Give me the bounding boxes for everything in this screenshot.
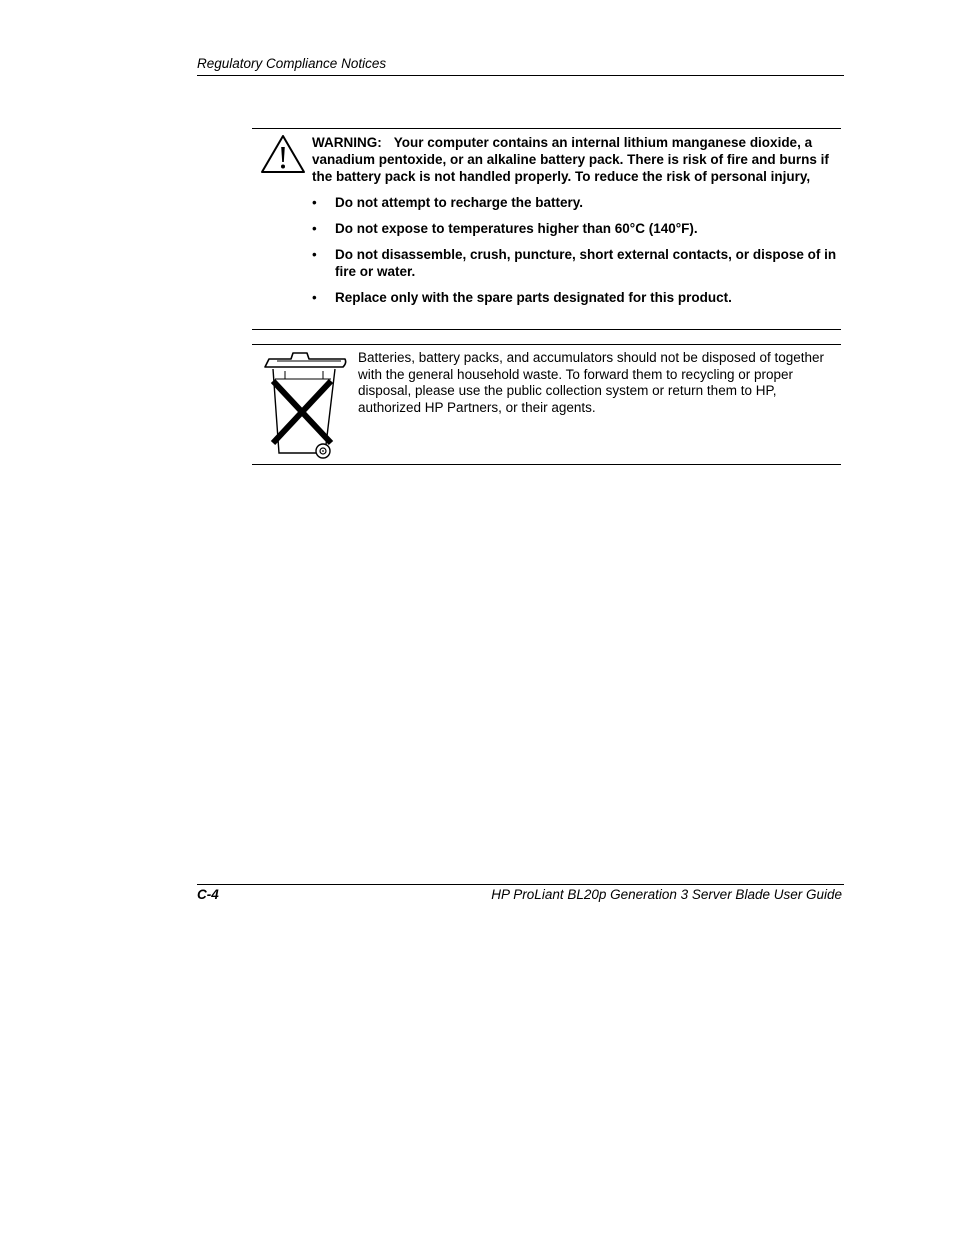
bullet: •	[312, 247, 317, 262]
warning-triangle-icon	[260, 134, 306, 174]
warning-list	[312, 194, 842, 306]
battery-disposal-notice	[252, 344, 841, 465]
bullet: •	[312, 195, 317, 210]
running-footer	[197, 884, 844, 907]
warning-item-text: Replace only with the spare parts designated for this product.	[335, 290, 732, 305]
warning-statement: Your computer contains an internal lithium manganese dioxide, a vanadium pentoxide, or an alkaline battery pack. There is risk of fire and burns if the battery pack is not handled properly. To reduce the risk of personal injury,	[312, 135, 829, 184]
page-number: C-4	[197, 887, 219, 902]
warning-item-text: Do not attempt to recharge the battery.	[335, 195, 584, 210]
running-header	[197, 55, 844, 76]
warning-item-text: Do not disassemble, crush, puncture, short external contacts, or dispose of in fire or water.	[335, 247, 837, 279]
warning-label: WARNING:	[312, 135, 382, 150]
bullet: •	[312, 221, 317, 236]
bullet: •	[312, 290, 317, 305]
guide-title: HP ProLiant BL20p Generation 3 Server Blade User Guide	[491, 887, 842, 902]
warning-list-item	[312, 246, 842, 280]
warning-notice	[252, 128, 841, 330]
crossed-out-wheelie-bin-icon	[263, 349, 347, 461]
battery-disposal-text: Batteries, battery packs, and accumulators should not be disposed of together with the general household waste. To forward them to recycling or proper disposal, please use the public collection system or return them to HP, authorized HP Partners, or their agents.	[358, 350, 825, 415]
warning-item-text: Do not expose to temperatures higher than 60°C (140°F).	[335, 221, 698, 236]
warning-lead	[312, 134, 842, 185]
warning-text-block	[312, 134, 842, 315]
warning-list-item	[312, 220, 842, 237]
warning-list-item	[312, 194, 842, 211]
warning-list-item	[312, 289, 842, 306]
section-title: Regulatory Compliance Notices	[197, 56, 387, 71]
